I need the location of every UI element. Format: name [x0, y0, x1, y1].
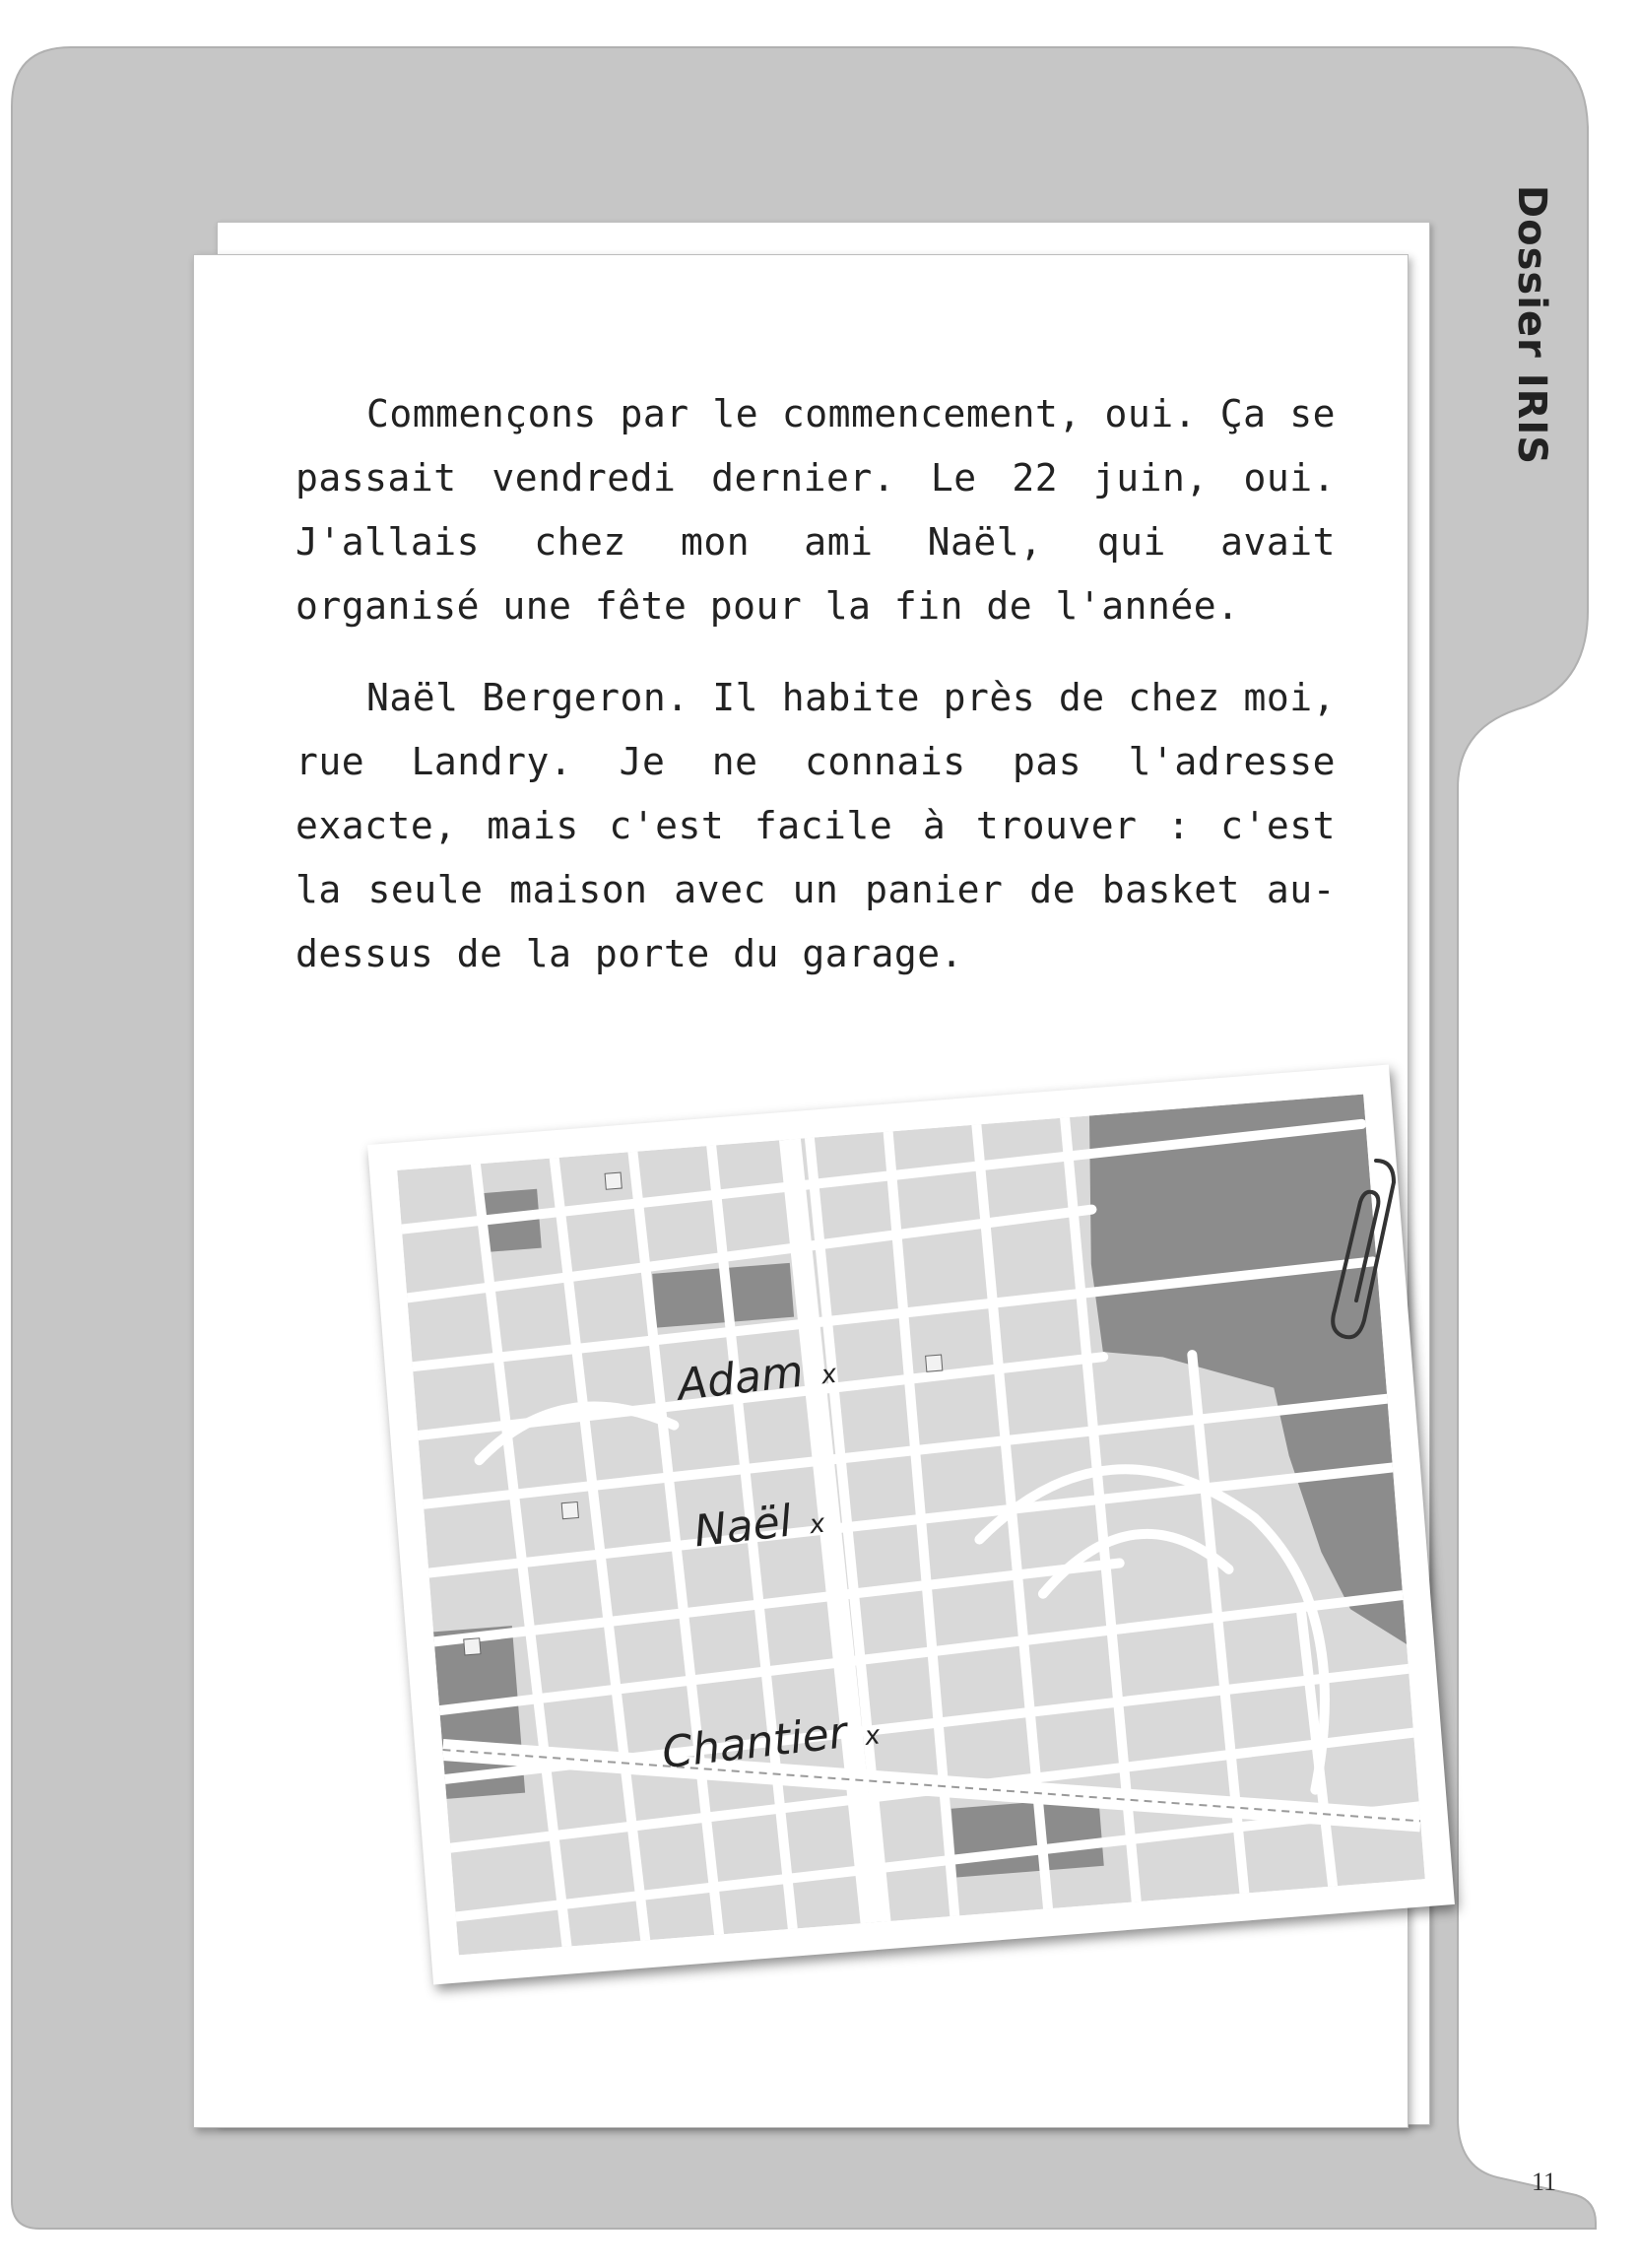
paragraph-2: Naël Bergeron. Il habite près de chez moi, rue Landry. Je ne connais pas l'adresse exacte, mais c'est facile à trouver : c'est la seule maison avec un panier de basket au-dessus de la porte du garage.	[295, 676, 1336, 975]
landmark-icon-4	[464, 1638, 481, 1655]
dossier-title: Dossier IRIS	[1509, 184, 1555, 466]
paragraph-1: Commençons par le commencement, oui. Ça se passait vendredi dernier. Le 22 juin, oui. J'allais chez mon ami Naël, qui avait organisé une fête pour la fin de l'année.	[295, 392, 1336, 628]
map-label-adam: Adam x	[675, 1346, 838, 1411]
page-number: 11	[1532, 2168, 1557, 2196]
landmark-icon-3	[561, 1502, 578, 1519]
dark-block-4	[951, 1797, 1104, 1878]
map-label-chantier: Chantier x	[659, 1707, 883, 1779]
story-text	[295, 382, 1336, 1014]
street-map	[397, 1095, 1425, 1956]
dossier-tab-label	[1458, 148, 1605, 502]
paperclip-icon	[1325, 1153, 1404, 1350]
map-label-nael: Naël x	[691, 1496, 827, 1558]
map-photo	[367, 1065, 1455, 1985]
landmark-icon-1	[605, 1172, 622, 1189]
landmark-icon-2	[926, 1355, 943, 1371]
